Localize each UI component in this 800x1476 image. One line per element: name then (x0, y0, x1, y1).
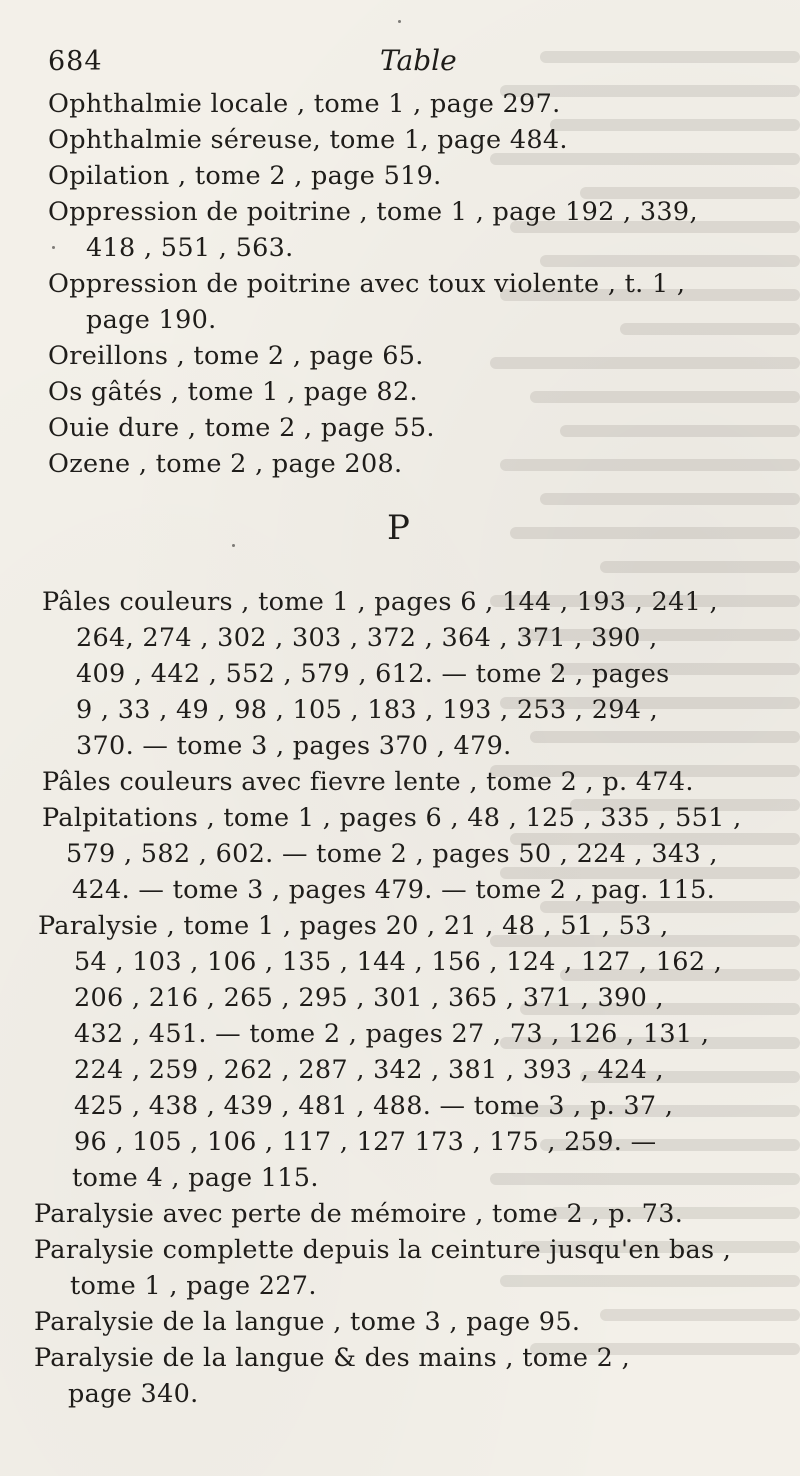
index-line: 9 , 33 , 49 , 98 , 105 , 183 , 193 , 253 , 294 , (76, 695, 659, 725)
index-line: 418 , 551 , 563. (86, 233, 294, 263)
index-line: Ophthalmie locale , tome 1 , page 297. (48, 89, 561, 119)
index-line: tome 1 , page 227. (70, 1271, 317, 1301)
index-line: Ouie dure , tome 2 , page 55. (48, 413, 435, 443)
section-letter: P (387, 508, 410, 548)
index-line: 96 , 105 , 106 , 117 , 127 173 , 175 , 259. — (74, 1127, 657, 1157)
index-line: Paralysie de la langue & des mains , tome 2 , (34, 1343, 631, 1373)
index-line: Oreillons , tome 2 , page 65. (48, 341, 424, 371)
page-number: 684 (48, 46, 103, 77)
index-line: page 190. (86, 305, 217, 335)
index-line: Opilation , tome 2 , page 519. (48, 161, 442, 191)
index-line: Ozene , tome 2 , page 208. (48, 449, 403, 479)
index-line: page 340. (68, 1379, 199, 1409)
index-line: Oppression de poitrine , tome 1 , page 192 , 339, (48, 197, 698, 227)
index-line: Ophthalmie séreuse, tome 1, page 484. (48, 125, 568, 155)
index-line: 264, 274 , 302 , 303 , 372 , 364 , 371 , 390 , (76, 623, 658, 653)
index-line: Paralysie complette depuis la ceinture jusqu'en bas , (34, 1235, 732, 1265)
index-line: tome 4 , page 115. (72, 1163, 319, 1193)
ink-speck (232, 544, 235, 547)
index-line: 370. — tome 3 , pages 370 , 479. (76, 731, 512, 761)
index-line: Oppression de poitrine avec toux violente , t. 1 , (48, 269, 686, 299)
running-head: Table (380, 44, 457, 77)
index-line: 424. — tome 3 , pages 479. — tome 2 , pag. 115. (72, 875, 716, 905)
index-line: Pâles couleurs , tome 1 , pages 6 , 144 , 193 , 241 , (42, 587, 718, 617)
index-line: 579 , 582 , 602. — tome 2 , pages 50 , 224 , 343 , (66, 839, 718, 869)
index-line: 409 , 442 , 552 , 579 , 612. — tome 2 , pages (76, 659, 670, 689)
index-line: 206 , 216 , 265 , 295 , 301 , 365 , 371 , 390 , (74, 983, 664, 1013)
index-line: Pâles couleurs avec fievre lente , tome 2 , p. 474. (42, 767, 694, 797)
index-line: 224 , 259 , 262 , 287 , 342 , 381 , 393 , 424 , (74, 1055, 664, 1085)
ink-speck (398, 20, 401, 23)
index-line: Paralysie avec perte de mémoire , tome 2 , p. 73. (34, 1199, 684, 1229)
ink-speck (52, 246, 55, 249)
index-line: Palpitations , tome 1 , pages 6 , 48 , 125 , 335 , 551 , (42, 803, 742, 833)
index-line: 432 , 451. — tome 2 , pages 27 , 73 , 126 , 131 , (74, 1019, 710, 1049)
index-line: Os gâtés , tome 1 , page 82. (48, 377, 418, 407)
index-line: 425 , 438 , 439 , 481 , 488. — tome 3 , p. 37 , (74, 1091, 674, 1121)
index-line: Paralysie de la langue , tome 3 , page 95. (34, 1307, 581, 1337)
index-line: 54 , 103 , 106 , 135 , 144 , 156 , 124 , 127 , 162 , (74, 947, 723, 977)
index-line: Paralysie , tome 1 , pages 20 , 21 , 48 , 51 , 53 , (38, 911, 669, 941)
